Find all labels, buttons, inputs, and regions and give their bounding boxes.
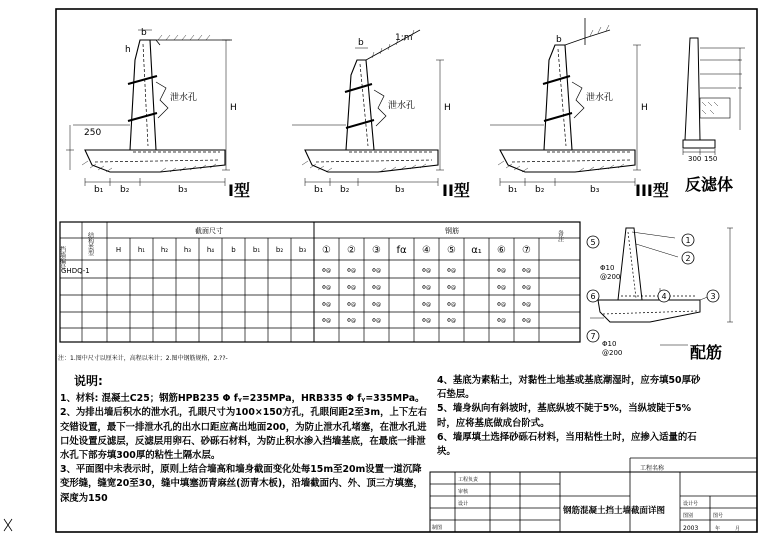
table-cell-mark: Φ@ [447,268,456,274]
type1-dim-b3: b₃ [178,185,188,195]
type1-label: I型 [228,181,250,200]
type3-label: III型 [635,181,669,200]
table-cell-mark: Φ@ [347,285,356,291]
rebar-spec-2: @200 [600,273,621,281]
table-header-section-col: b₃ [298,246,307,254]
type1-wall-section [66,30,232,186]
type1-hatch [82,35,216,172]
type3-wall-section [490,18,641,186]
notes-right [437,374,707,459]
title-right-2: 图别 [683,513,694,519]
title-drawing: 钢筋混凝土挡土墙截面详图 [563,506,666,516]
table-header-rebar-col: ③ [372,245,381,256]
note-item-3: 3、平面图中未表示时，原则上结合墙高和墙身截面变化处每15m至20m设置一道沉降变形缝，缝宽20至30，缝中填塞沥青麻丝(沥青木板)，沿墙截面内、外、顶三方填塞，深度为150 [60,464,423,504]
table-header-section-col: h₁ [137,246,146,254]
table-header-rebar-col: ⑦ [522,245,531,256]
table-header-note: 备注 [556,230,564,242]
table-cell-mark: Φ@ [347,302,356,308]
type3-dim-b1: b₁ [508,185,518,195]
rebar-spec-3: Φ10 [602,340,617,348]
rebar-mark-label: 6 [590,292,596,301]
table-cell-mark: Φ@ [422,268,431,274]
title-year: 2003 [683,525,699,532]
rebar-mark-label: 2 [685,254,691,263]
table-columns [130,222,539,342]
table-cell-mark: Φ@ [497,318,506,324]
table-row-code: GHDQ-1 [61,267,90,275]
table-header-rebar-col: ① [322,245,331,256]
title-month: 年 [715,526,721,532]
table-cell-mark: Φ@ [497,268,506,274]
table-cell-mark: Φ@ [372,268,381,274]
type2-wall-section [292,30,444,186]
type2-dim-H: H [444,103,451,113]
rebar-mark-label: 5 [590,238,596,247]
table-footnote: 注：1.图中尺寸以厘米计，高程以米计；2.图中钢筋规格，2.??- [58,355,228,362]
type1-dim-250: 250 [84,128,102,138]
table-cell-mark: Φ@ [522,302,531,308]
note-item-2: 2、为排出墙后积水的泄水孔，孔眼尺寸为100×150方孔，孔眼间距2至3m，上下左右交错设置，最下一排泄水孔的出水口距应高出地面200，为防止泄水孔堵塞，在泄水孔进口处设置反滤层，反滤层用卵石、砂砾石材料，为防止积水渗入挡墙基底，在最底一排泄水孔下部夯填300厚的粘性土隔水层。 [60,407,427,462]
table-header-section-col: h₃ [183,246,192,254]
table-cell-mark: Φ@ [372,302,381,308]
table-cell-mark: Φ@ [422,318,431,324]
filter-dim-150: 150 [704,155,718,163]
table-header-rebar-col: ⑥ [497,245,506,256]
table-cell-mark: Φ@ [522,268,531,274]
table-cell-mark: Φ@ [322,302,331,308]
table-cell-mark: Φ@ [322,268,331,274]
rebar-label: 配筋 [690,343,723,362]
filter-dim-300: 300 [688,155,702,163]
type3-dim-H: H [641,103,648,113]
table-cell-mark: Φ@ [422,302,431,308]
title-role-2: 审核 [458,489,469,495]
table-cell-mark: Φ@ [447,318,456,324]
table-cell-mark: Φ@ [497,285,506,291]
type3-dim-b2: b₂ [535,185,545,195]
table-header-section-col: H [115,246,122,254]
type2-dim-b: b [358,38,364,48]
title-company: 工程名称 [640,465,665,472]
type1-dim-b2: b₂ [120,185,130,195]
rebar-mark-label: 1 [685,236,691,245]
type3-dim-b3: b₃ [590,185,600,195]
table-cell-mark: Φ@ [347,318,356,324]
table-header-rebar-col: ② [347,245,356,256]
type1-dim-h: h [125,45,131,55]
type2-dim-b3: b₃ [395,185,405,195]
table-header-rebar-col: ⑤ [447,245,456,256]
type3-drain-label: 泄水孔 [586,93,614,103]
note-item-4: 4、基底为素粘土，对黏性土地基或基底潮湿时，应夯填50厚砂石垫层。 [437,375,701,401]
table-header-section-col: b₁ [252,246,261,254]
type1-dim-b: b [141,28,147,38]
corner-mark [4,519,12,531]
table-cell-mark: Φ@ [522,318,531,324]
rebar-mark-label: 3 [710,292,716,301]
rebar-spec-1: Φ10 [600,264,615,272]
type3-dim-b: b [556,35,562,45]
note-item-6: 6、墙厚填土选择砂砾石材料，当用粘性土时，应掺入适量的石块。 [437,431,697,458]
note-item-1: 1、材料: 混凝土C25；钢筋HPB235 Φ fᵧ=235MPa，HRB335 Φ fᵧ=335MPa。 [60,393,425,405]
table-header-rebar-col: fα [396,245,407,256]
type2-drain-label: 泄水孔 [388,101,416,111]
table-cell-mark: Φ@ [372,318,381,324]
table-header-section-col: b₂ [275,246,284,254]
notes-title: 说明: [74,374,103,388]
table-cell-mark: Φ@ [322,285,331,291]
table-header-section-col: b [231,246,236,254]
table-cell-mark: Φ@ [497,302,506,308]
notes-left [60,374,430,506]
table-cell-mark: Φ@ [347,268,356,274]
table-cell-mark: Φ@ [422,285,431,291]
table-cell-mark: Φ@ [322,318,331,324]
table-header-rebar-col: α₁ [471,245,482,256]
table-cell-mark: Φ@ [447,285,456,291]
title-right-3: 图号 [713,513,724,519]
rebar-marks [587,234,719,342]
type2-dim-b2: b₂ [340,185,350,195]
note-item-5: 5、墙身纵向有斜坡时，基底纵坡不陡于5%，当纵坡陡于5%时，应将基底做成台阶式。 [437,403,691,429]
table-header-code: 挡墙编号 [58,246,66,270]
table-header-section: 截面尺寸 [195,227,223,235]
table-header-section-col: h₄ [206,246,215,254]
type1-dim-b1: b₁ [94,185,104,195]
table-header-section-col: h₂ [160,246,169,254]
filter-label: 反滤体 [685,175,734,194]
schedule-table [60,222,580,342]
table-header-rebar: 钢筋 [445,227,459,235]
table-header-type: 结构类型 [86,232,94,256]
title-role-4: 制图 [432,525,443,531]
title-block [430,458,757,532]
type2-dim-b1: b₁ [314,185,324,195]
rebar-mark-label: 7 [590,332,596,341]
table-cell-mark: Φ@ [372,285,381,291]
type1-drain-label: 泄水孔 [170,93,198,103]
table-header-rebar-col: ④ [422,245,431,256]
title-right-1: 设计号 [683,501,699,507]
rebar-mark-label: 4 [661,292,667,301]
title-day: 月 [735,526,741,532]
type2-slope: 1:m [395,33,413,43]
title-role-1: 工程负责 [458,477,479,483]
table-cell-mark: Φ@ [447,302,456,308]
type2-label: II型 [442,181,470,200]
rebar-spec-4: @200 [602,349,623,357]
table-cell-mark: Φ@ [522,285,531,291]
type1-dim-H: H [230,103,237,113]
title-role-3: 设计 [458,501,469,507]
filter-detail [683,38,745,155]
